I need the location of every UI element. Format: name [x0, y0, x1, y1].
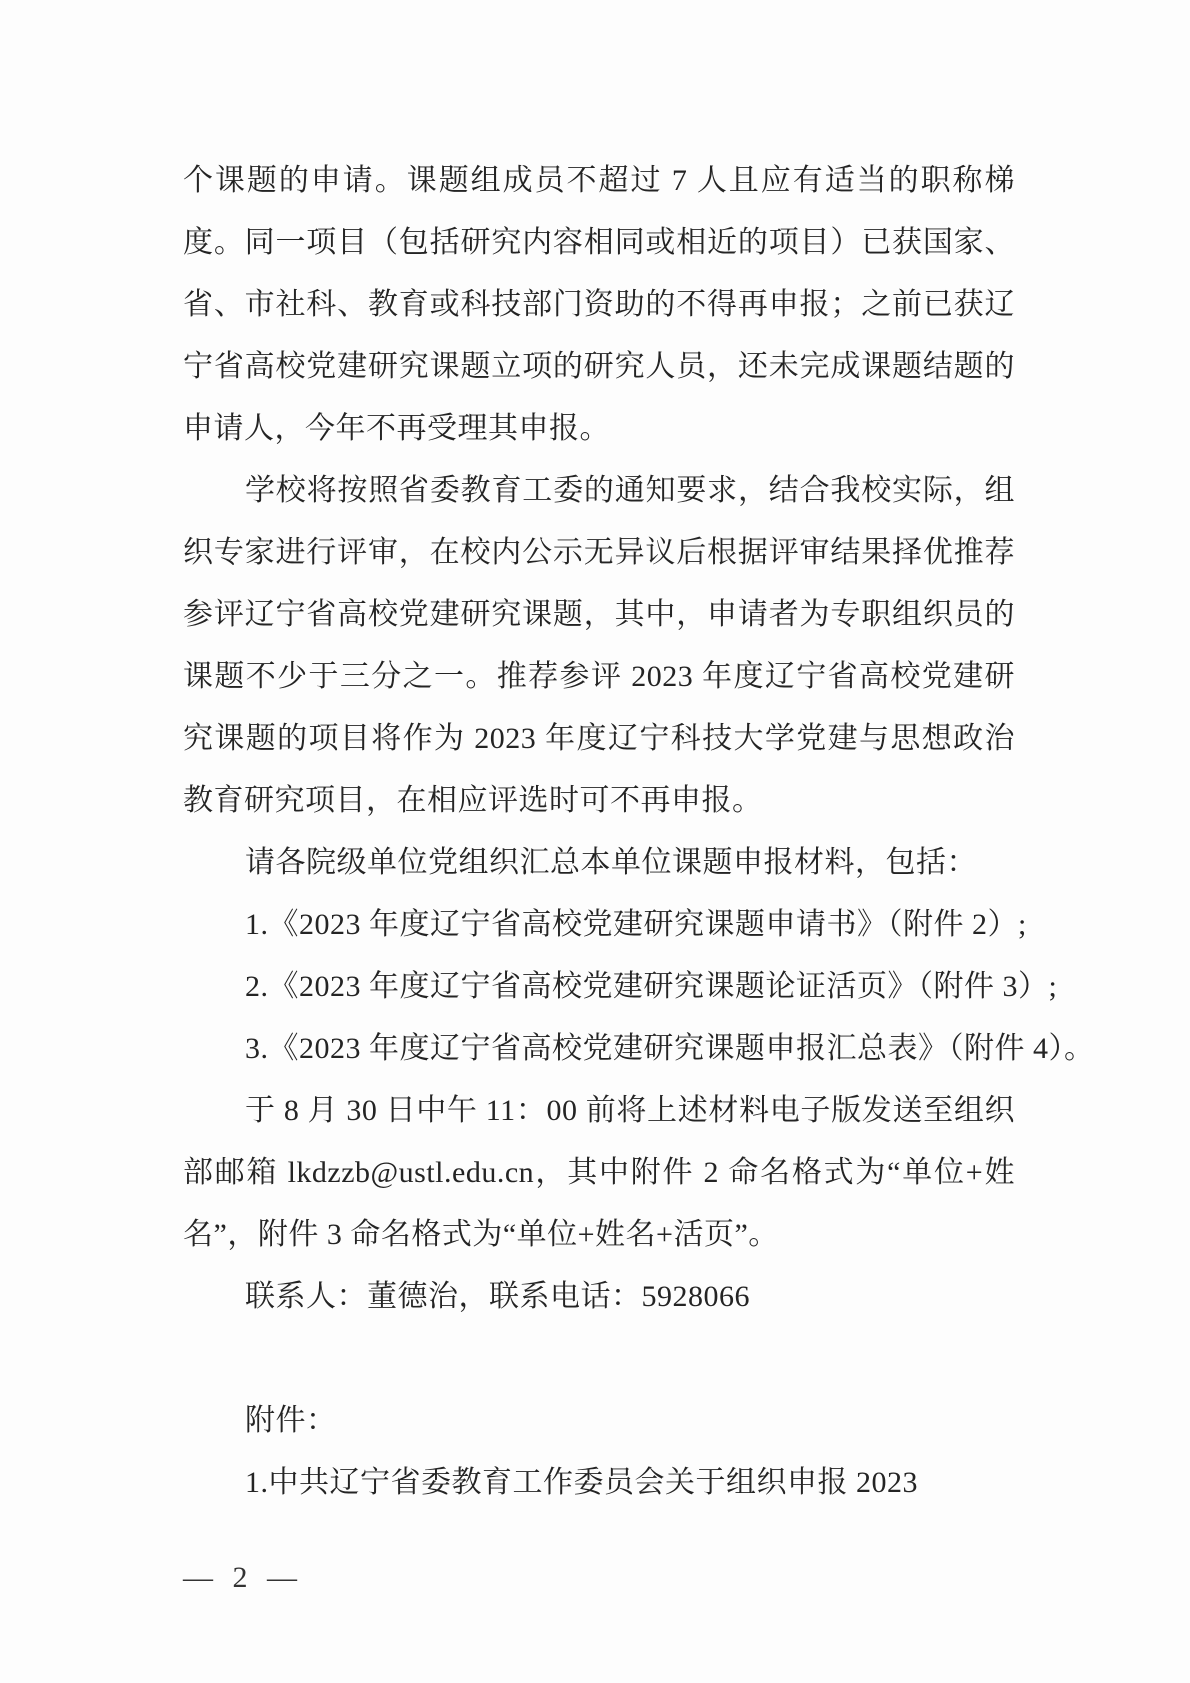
document-body — [183, 150, 1095, 1514]
paragraph: 1.《2023 年度辽宁省高校党建研究课题申请书》（附件 2）; — [245, 908, 1027, 941]
paragraph: 2.《2023 年度辽宁省高校党建研究课题论证活页》（附件 3）; — [245, 970, 1058, 1003]
paragraph: 个课题的申请。课题组成员不超过 7 人且应有适当的职称梯度。同一项目（包括研究内容相同或相近的项目）已获国家、省、市社科、教育或科技部门资助的不得再申报；之前已获辽宁省高校党建研究课题立项的研究人员，还未完成课题结题的申请人，今年不再受理其申报。 — [183, 164, 1015, 445]
paragraph: 请各院级单位党组织汇总本单位课题申报材料，包括： — [245, 846, 977, 879]
paragraph: 于 8 月 30 日中午 11：00 前将上述材料电子版发送至组织部邮箱 lkdzzb@ustl.edu.cn，其中附件 2 命名格式为“单位+姓名”，附件 3 命名格式为“单位+姓名+活页”。 — [183, 1094, 1015, 1251]
paragraph: 附件： — [245, 1404, 337, 1437]
paragraph: 学校将按照省委教育工委的通知要求，结合我校实际，组织专家进行评审，在校内公示无异议后根据评审结果择优推荐参评辽宁省高校党建研究课题，其中，申请者为专职组织员的课题不少于三分之一。推荐参评 2023 年度辽宁省高校党建研究课题的项目将作为 2023 年度辽宁科技大学党建与思想政治教育研究项目，在相应评选时可不再申报。 — [183, 474, 1015, 817]
paragraph: 3.《2023 年度辽宁省高校党建研究课题申报汇总表》（附件 4）。 — [245, 1032, 1095, 1065]
page-number: — 2 — — [183, 1561, 298, 1594]
paragraph: 联系人：董德治，联系电话：5928066 — [245, 1280, 750, 1313]
paragraph: 1.中共辽宁省委教育工作委员会关于组织申报 2023 — [245, 1466, 918, 1499]
